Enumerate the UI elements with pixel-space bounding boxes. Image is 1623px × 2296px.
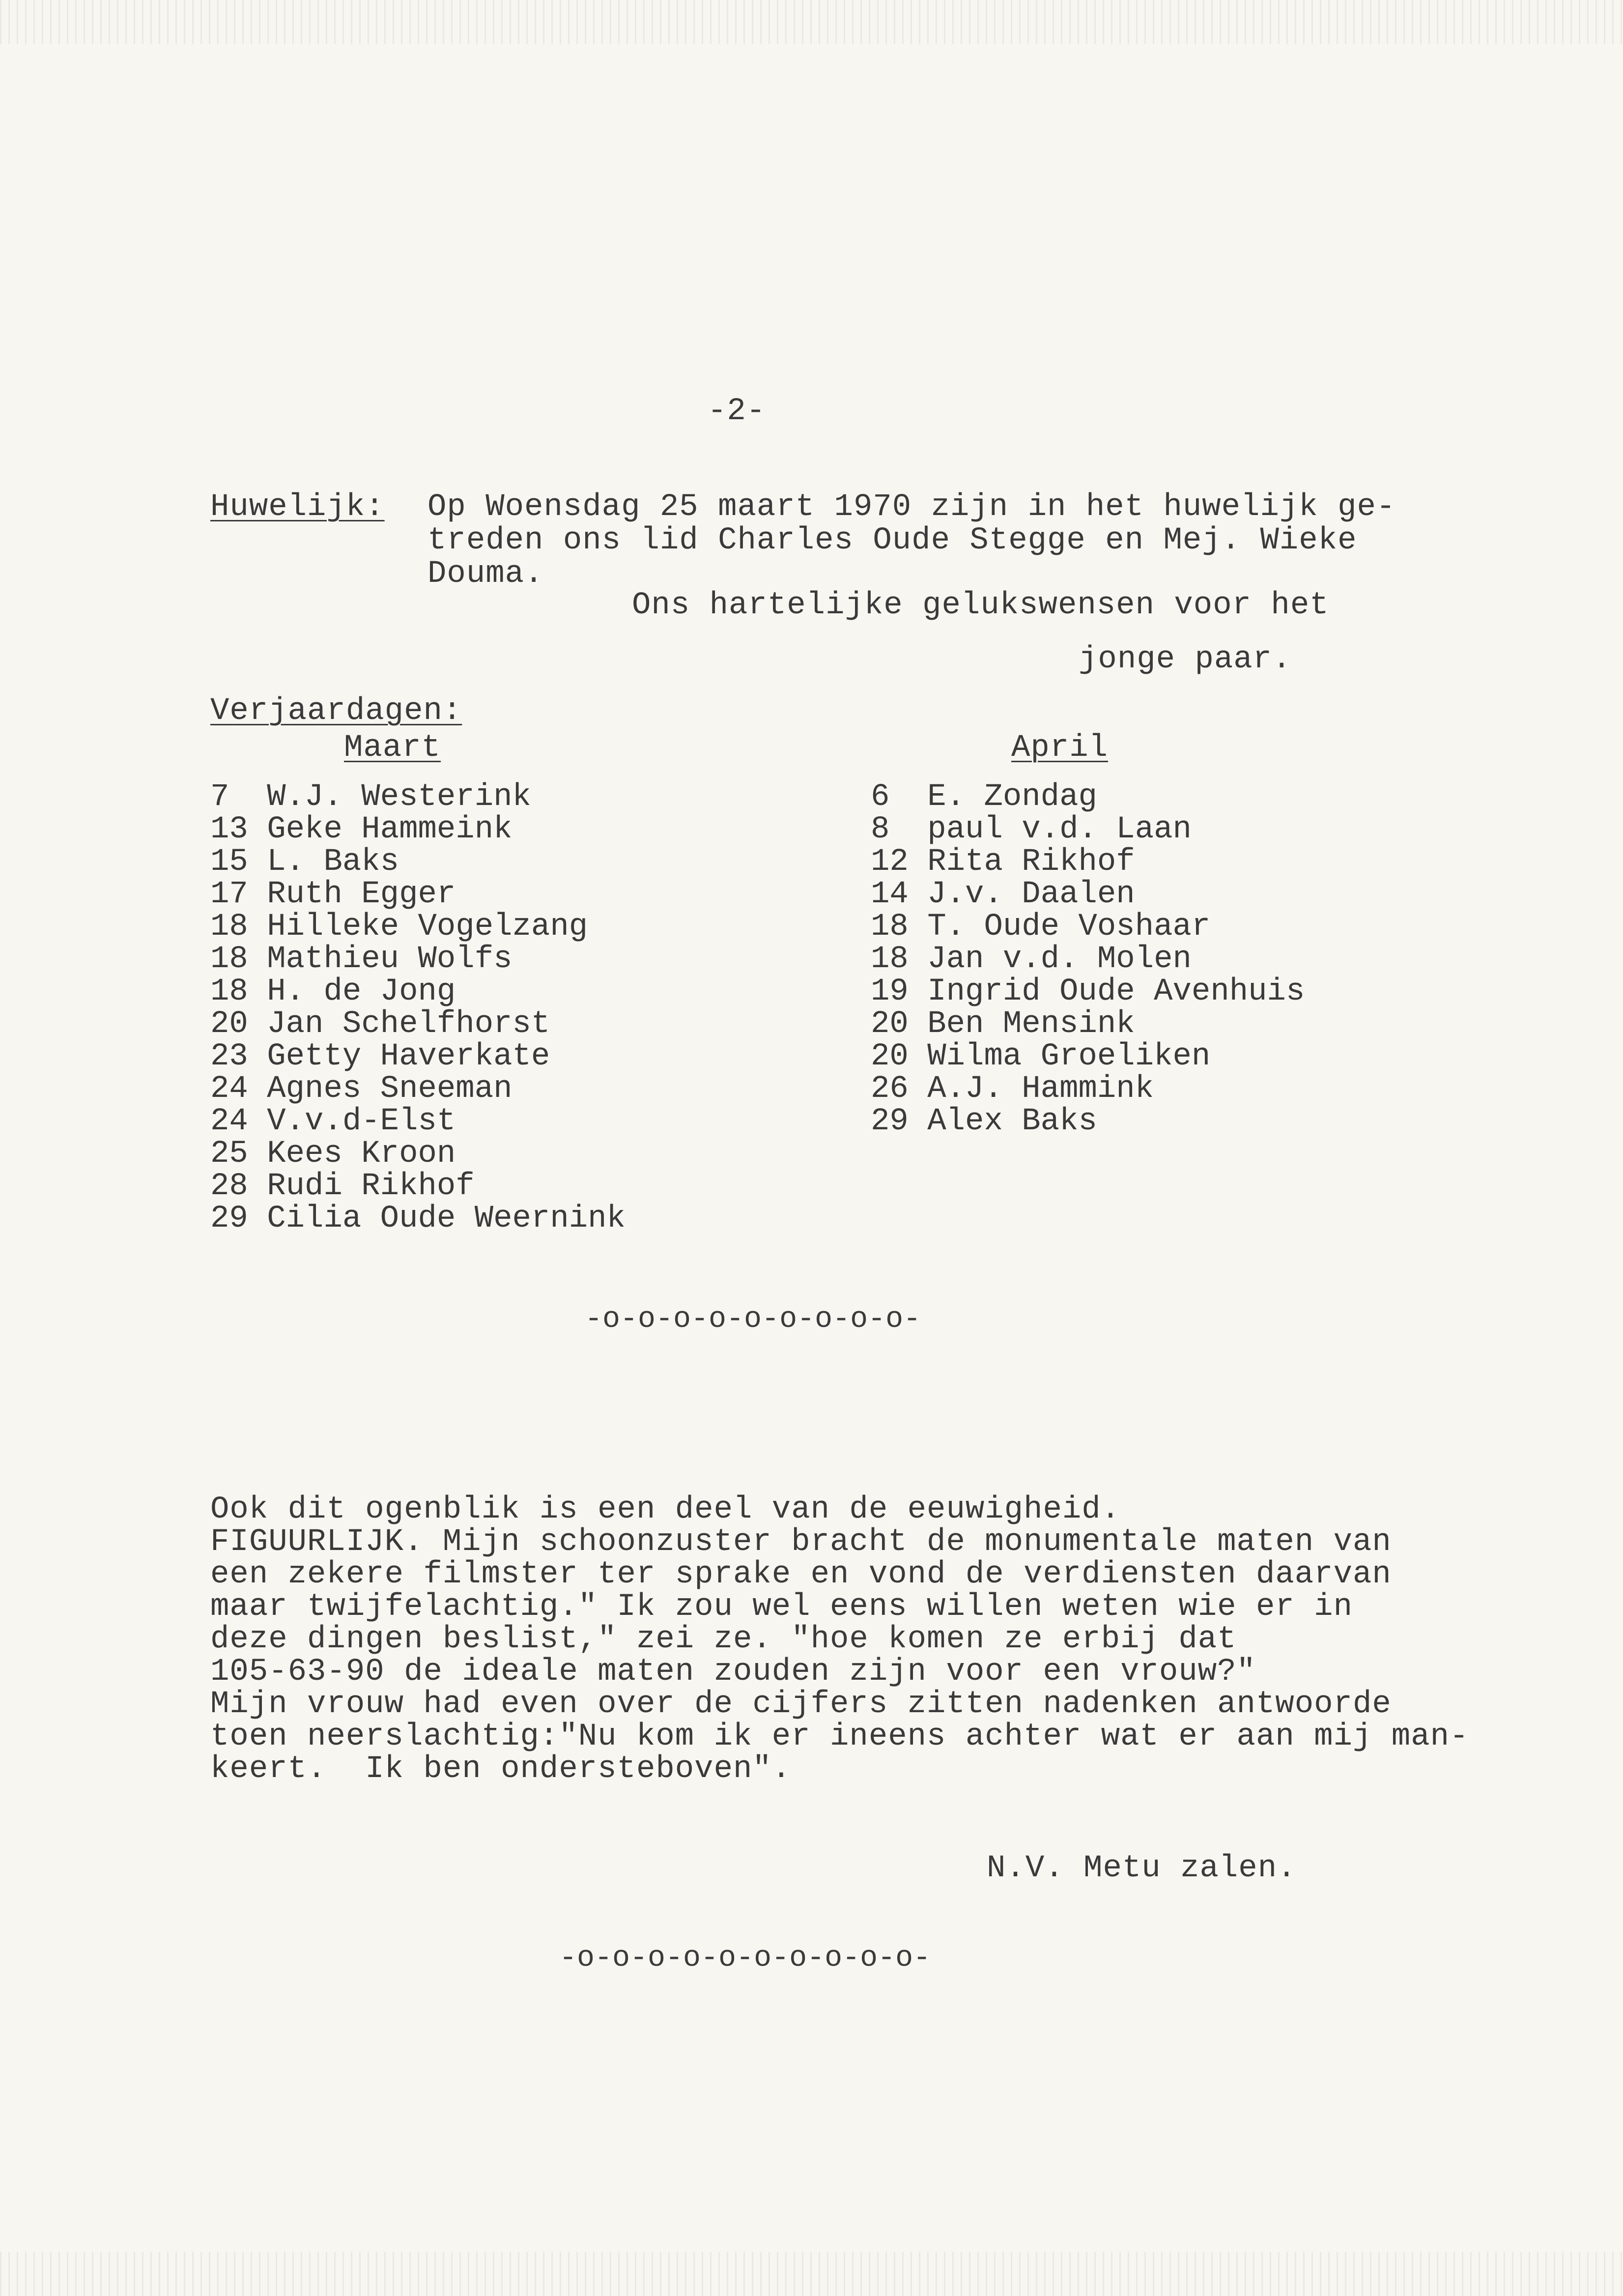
- story-line: keert. Ik ben ondersteboven".: [210, 1751, 792, 1787]
- wedding-heading: Huwelijk:: [210, 489, 385, 525]
- birthdays-heading: Verjaardagen:: [210, 693, 462, 729]
- birthday-entry: 18 T. Oude Voshaar: [871, 909, 1211, 945]
- birthdays-month-march: Maart: [344, 730, 441, 766]
- birthday-entry: 29 Alex Baks: [871, 1104, 1097, 1139]
- birthday-entry: 25 Kees Kroon: [210, 1136, 456, 1172]
- story-line: FIGUURLIJK. Mijn schoonzuster bracht de monumentale maten van: [210, 1524, 1392, 1560]
- birthday-entry: 24 V.v.d-Elst: [210, 1104, 456, 1139]
- birthday-entry: 14 J.v. Daalen: [871, 877, 1135, 912]
- wedding-line-5: jonge paar.: [1079, 642, 1292, 677]
- wedding-line-3: Douma.: [427, 556, 544, 592]
- birthday-entry: 18 Hilleke Vogelzang: [210, 909, 588, 945]
- story-line: een zekere filmster ter sprake en vond de verdiensten daarvan: [210, 1557, 1392, 1592]
- birthday-entry: 12 Rita Rikhof: [871, 844, 1135, 880]
- birthday-entry: 6 E. Zondag: [871, 779, 1097, 815]
- birthday-entry: 17 Ruth Egger: [210, 877, 456, 912]
- divider-1: -o-o-o-o-o-o-o-o-o-: [585, 1303, 921, 1336]
- story-line: Mijn vrouw had even over de cijfers zitten nadenken antwoorde: [210, 1687, 1392, 1722]
- birthday-entry: 18 H. de Jong: [210, 974, 456, 1009]
- scan-noise-top: [0, 0, 1623, 44]
- birthday-entry: 19 Ingrid Oude Avenhuis: [871, 974, 1305, 1009]
- birthday-entry: 23 Getty Haverkate: [210, 1039, 550, 1074]
- birthday-entry: 28 Rudi Rikhof: [210, 1169, 475, 1204]
- signature: N.V. Metu zalen.: [987, 1851, 1297, 1886]
- birthdays-month-april: April: [1011, 730, 1109, 766]
- story-line: toen neerslachtig:"Nu kom ik er ineens achter wat er aan mij man-: [210, 1719, 1469, 1754]
- wedding-line-4: Ons hartelijke gelukswensen voor het: [632, 588, 1329, 623]
- birthday-entry: 18 Mathieu Wolfs: [210, 942, 513, 977]
- divider-2: -o-o-o-o-o-o-o-o-o-o-: [559, 1942, 931, 1975]
- birthday-entry: 15 L. Baks: [210, 844, 399, 880]
- story-line: 105-63-90 de ideale maten zouden zijn voor een vrouw?": [210, 1654, 1256, 1690]
- story-line: Ook dit ogenblik is een deel van de eeuwigheid.: [210, 1492, 1121, 1527]
- birthday-entry: 20 Wilma Groeliken: [871, 1039, 1211, 1074]
- wedding-line-2: treden ons lid Charles Oude Stegge en Mej. Wieke: [427, 523, 1357, 558]
- birthday-entry: 26 A.J. Hammink: [871, 1071, 1154, 1107]
- story-line: maar twijfelachtig." Ik zou wel eens willen weten wie er in: [210, 1589, 1353, 1625]
- story-line: deze dingen beslist," zei ze. "hoe komen ze erbij dat: [210, 1622, 1237, 1657]
- scan-noise-bottom: [0, 2252, 1623, 2296]
- birthday-entry: 20 Jan Schelfhorst: [210, 1006, 550, 1042]
- birthday-entry: 8 paul v.d. Laan: [871, 812, 1192, 847]
- birthday-entry: 20 Ben Mensink: [871, 1006, 1135, 1042]
- birthday-entry: 29 Cilia Oude Weernink: [210, 1201, 626, 1236]
- birthday-entry: 18 Jan v.d. Molen: [871, 942, 1192, 977]
- wedding-line-1: Op Woensdag 25 maart 1970 zijn in het huwelijk ge-: [427, 489, 1396, 525]
- birthday-entry: 7 W.J. Westerink: [210, 779, 531, 815]
- page-number: -2-: [708, 394, 766, 429]
- birthday-entry: 13 Geke Hammeink: [210, 812, 513, 847]
- birthday-entry: 24 Agnes Sneeman: [210, 1071, 513, 1107]
